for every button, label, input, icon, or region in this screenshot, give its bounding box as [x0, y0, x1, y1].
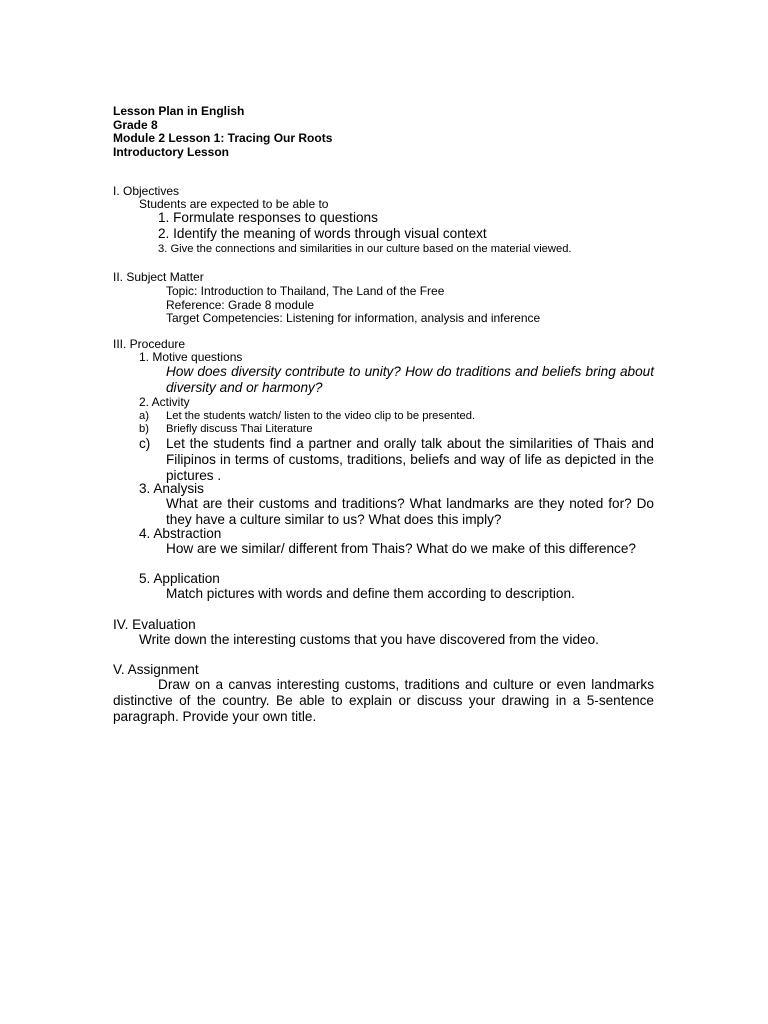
abstraction-text: How are we similar/ different from Thais? What do we make of this difference? — [166, 541, 636, 556]
doc-title: Lesson Plan in English — [113, 104, 245, 118]
analysis-text: What are their customs and traditions? What landmarks are they noted for? Do they have a culture similar to us? What does this imply? — [166, 496, 654, 527]
objectives-intro: Students are expected to be able to — [139, 197, 329, 211]
activity-item: Let the students watch/ listen to the video clip to be presented. — [166, 410, 476, 422]
subject-reference: Reference: Grade 8 module — [166, 298, 315, 312]
motive-text: How does diversity contribute to unity? How do traditions and beliefs bring about diversity and or harmony? — [166, 364, 654, 395]
abstraction-label: 4. Abstraction — [139, 526, 222, 541]
application-label: 5. Application — [139, 571, 220, 586]
activity-marker: a) — [139, 410, 149, 422]
objective-item: 3. Give the connections and similarities in our culture based on the material viewed. — [158, 243, 572, 255]
assignment-heading: V. Assignment — [113, 662, 199, 677]
objective-item: 1. Formulate responses to questions — [158, 210, 378, 225]
assignment-text: Draw on a canvas interesting customs, traditions and culture or even landmarks distinctive of the country. Be able to explain or discuss your drawing in a 5-sentence paragraph. Provide your own title. — [113, 677, 654, 724]
activity-marker: b) — [139, 423, 149, 435]
subject-topic: Topic: Introduction to Thailand, The Land of the Free — [166, 284, 445, 298]
activity-item: Let the students find a partner and orally talk about the similarities of Thais and Filipinos in terms of customs, traditions, beliefs and way of life as depicted in the pictures . — [166, 436, 654, 483]
activity-label: 2. Activity — [139, 395, 190, 409]
objective-item: 2. Identify the meaning of words through visual context — [158, 226, 487, 241]
subject-matter-heading: II. Subject Matter — [113, 270, 204, 284]
analysis-label: 3. Analysis — [139, 481, 204, 496]
evaluation-text: Write down the interesting customs that you have discovered from the video. — [139, 632, 599, 647]
evaluation-heading: IV. Evaluation — [113, 617, 196, 632]
procedure-heading: III. Procedure — [113, 337, 186, 351]
activity-marker: c) — [139, 436, 151, 451]
activity-item: Briefly discuss Thai Literature — [166, 423, 313, 435]
doc-grade: Grade 8 — [113, 118, 158, 132]
doc-module: Module 2 Lesson 1: Tracing Our Roots — [113, 131, 333, 145]
application-text: Match pictures with words and define them according to description. — [166, 586, 575, 601]
objectives-heading: I. Objectives — [113, 184, 180, 198]
motive-label: 1. Motive questions — [139, 350, 243, 364]
subject-competencies: Target Competencies: Listening for information, analysis and inference — [166, 311, 541, 325]
doc-lesson-type: Introductory Lesson — [113, 145, 230, 159]
